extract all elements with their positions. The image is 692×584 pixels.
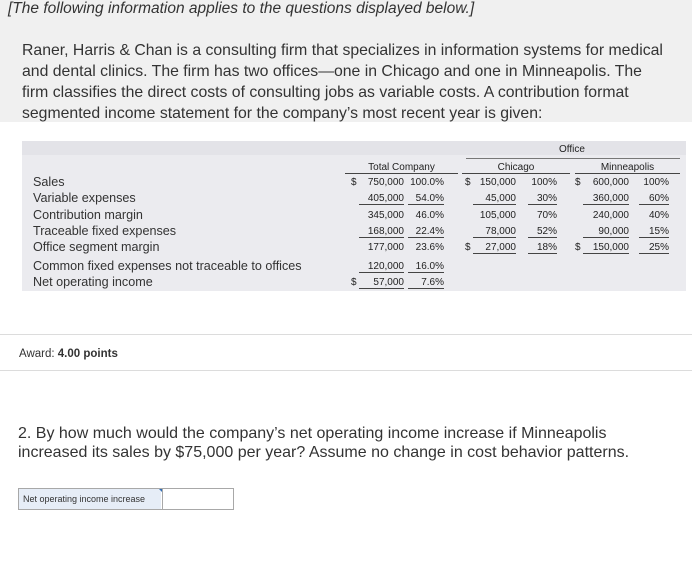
net-operating-income-increase-input[interactable] xyxy=(162,489,233,509)
minneapolis-sales: 600,000 xyxy=(592,177,629,188)
minneapolis-segment-margin: 150,000 xyxy=(583,242,629,254)
row-label-sales: Sales xyxy=(33,175,65,189)
row-label-net-operating-income: Net operating income xyxy=(33,275,153,289)
total-sales-pct: 100.0% xyxy=(410,177,444,188)
total-common-fixed-pct: 16.0% xyxy=(408,261,444,273)
intro-line: Raner, Harris & Chan is a consulting firm that specializes in information systems for medical xyxy=(22,42,663,59)
divider xyxy=(0,334,692,335)
minneapolis-variable-expenses: 360,000 xyxy=(583,193,629,205)
chicago-sales-dollar: $ xyxy=(465,177,471,188)
total-company-header: Total Company xyxy=(345,162,458,174)
total-segment-margin: 177,000 xyxy=(367,242,404,253)
chicago-traceable-fixed-pct: 52% xyxy=(528,226,557,238)
row-label-contribution-margin: Contribution margin xyxy=(33,208,143,222)
chicago-header: Chicago xyxy=(462,162,570,174)
question-line: increased its sales by $75,000 per year? Assume no change in cost behavior patterns. xyxy=(18,444,630,461)
award-value: 4.00 points xyxy=(57,348,118,360)
total-net-operating-income: 57,000 xyxy=(359,277,404,289)
row-label-variable-expenses: Variable expenses xyxy=(33,191,136,205)
chicago-sales: 150,000 xyxy=(479,177,516,188)
question-line: 2. By how much would the company’s net operating income increase if Minneapolis xyxy=(18,425,607,442)
answer-label: Net operating income increase xyxy=(19,489,161,509)
intro-line: firm classifies the direct costs of consulting jobs as variable costs. A contribution format xyxy=(22,84,629,101)
question-text xyxy=(18,424,688,462)
award-prefix: Award: xyxy=(19,348,58,360)
chicago-sales-pct: 100% xyxy=(531,177,557,188)
minneapolis-variable-expenses-pct: 60% xyxy=(639,193,669,205)
chicago-traceable-fixed: 78,000 xyxy=(473,226,516,238)
row-label-common-fixed-expenses: Common fixed expenses not traceable to offices xyxy=(33,259,302,273)
chicago-variable-expenses-pct: 30% xyxy=(528,193,557,205)
total-variable-expenses-pct: 54.0% xyxy=(408,193,444,205)
minneapolis-traceable-fixed: 90,000 xyxy=(583,226,629,238)
chicago-segment-margin: 27,000 xyxy=(473,242,516,254)
total-sales-dollar: $ xyxy=(351,177,357,188)
chicago-variable-expenses: 45,000 xyxy=(473,193,516,205)
total-segment-margin-pct: 23.6% xyxy=(415,242,444,253)
minneapolis-header: Minneapolis xyxy=(575,162,680,174)
total-net-operating-income-pct: 7.6% xyxy=(408,277,444,289)
minneapolis-segment-margin-dollar: $ xyxy=(575,242,581,253)
segmented-income-statement xyxy=(22,141,686,291)
total-common-fixed: 120,000 xyxy=(359,261,404,273)
total-variable-expenses: 405,000 xyxy=(359,193,404,205)
answer-row xyxy=(18,488,234,510)
chicago-contribution-margin-pct: 70% xyxy=(536,210,557,221)
total-contribution-margin: 345,000 xyxy=(367,210,404,221)
total-traceable-fixed: 168,000 xyxy=(359,226,404,238)
chicago-segment-margin-pct: 18% xyxy=(528,242,557,254)
minneapolis-sales-pct: 100% xyxy=(643,177,669,188)
total-sales: 750,000 xyxy=(367,177,404,188)
total-contribution-margin-pct: 46.0% xyxy=(415,210,444,221)
minneapolis-segment-margin-pct: 25% xyxy=(639,242,669,254)
minneapolis-sales-dollar: $ xyxy=(575,177,581,188)
intro-line: and dental clinics. The firm has two offices—one in Chicago and one in Minneapolis. The xyxy=(22,63,642,80)
intro-line: segmented income statement for the company’s most recent year is given: xyxy=(22,105,543,122)
total-noi-dollar: $ xyxy=(351,277,357,288)
chicago-segment-margin-dollar: $ xyxy=(465,242,471,253)
minneapolis-contribution-margin: 240,000 xyxy=(592,210,629,221)
office-header-rule xyxy=(466,158,680,159)
chicago-contribution-margin: 105,000 xyxy=(479,210,516,221)
intro-paragraph xyxy=(22,40,690,124)
row-label-office-segment-margin: Office segment margin xyxy=(33,240,160,254)
award-points xyxy=(19,348,118,360)
header-note: [The following information applies to the questions displayed below.] xyxy=(8,0,475,17)
minneapolis-traceable-fixed-pct: 15% xyxy=(639,226,669,238)
divider xyxy=(0,370,692,371)
total-traceable-fixed-pct: 22.4% xyxy=(408,226,444,238)
row-label-traceable-fixed-expenses: Traceable fixed expenses xyxy=(33,224,177,238)
office-header: Office xyxy=(559,144,585,155)
minneapolis-contribution-margin-pct: 40% xyxy=(648,210,669,221)
